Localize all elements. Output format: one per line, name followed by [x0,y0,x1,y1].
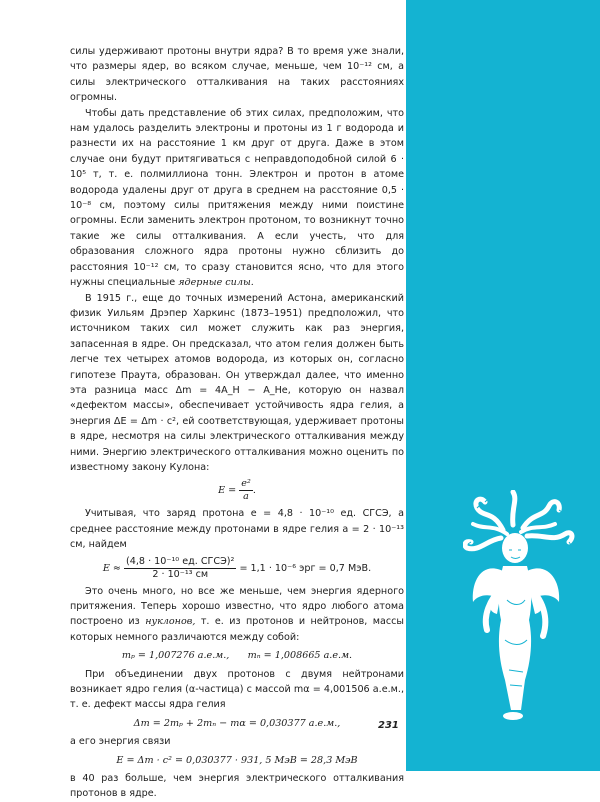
emphasis: нуклонов, [145,616,196,628]
emphasis: ядерные силы. [178,277,254,289]
paragraph: В 1915 г., еще до точных измерений Астона, американский физик Уильям Дрэпер Харкинс (1873–1951) предположил, что источником таких сил может служить как раз энергия, запасенная в ядре. Он предсказал, что атом гелия должен быть легче тех четырех атомов водорода, из которых он, согласно гипотезе Праута, образован. Он утверждал далее, что именно эта разница масс Δm = 4A_H − A_He, которую он назвал «дефектом массы», обеспечивает устойчивость ядра гелия, а энергия ΔE = Δm · c², ей соответствующая, удерживает протоны в ядре, несмотря на силы электрического отталкивания между ними. Энергию электрического отталкивания можно оценить по известному закону Кулона: [70,292,404,473]
mass-defect-equation: Δm = 2mₚ + 2mₙ − mα = 0,030377 а.е.м., [133,717,341,729]
coulomb-equation: E = $\frac{\text{e²}}{a}$ . [218,478,256,503]
energy-equation: E ≈ $\frac{\text{(4,8 · 10⁻¹⁰ ед. СГСЭ)²}}{\text{2 · 10⁻¹³ см}}$ = 1,1 · 10⁻⁶ эрг = 0,7 МэВ. [102,555,372,580]
paragraph: Это очень много, но все же меньше, чем энергия ядерного притяжения. Теперь хорошо известно, что ядро любого атома построено из нуклонов, т. е. из протонов и нейтронов, массы которых немного различаются между собой: [70,585,404,643]
medusa-figure-icon [463,490,578,725]
paragraph: Учитывая, что заряд протона e = 4,8 · 10⁻¹⁰ ед. СГСЭ, а среднее расстояние между протонами в ядре гелия a = 2 · 10⁻¹³ см, найдем [70,508,404,551]
paragraph: силы удерживают протоны внутри ядра? В то время уже знали, что размеры ядер, во всяком случае, меньше, чем 10⁻¹² см, а силы электрического отталкивания на таких расстояниях огромны. [70,46,404,104]
binding-energy-equation: E = Δm · c² = 0,030377 · 931, 5 МэВ = 28,3 МэВ [116,754,358,766]
paragraph: а его энергия связи [70,736,171,748]
page-text [70,44,404,802]
paragraph: При объединении двух протонов с двумя нейтронами возникает ядро гелия (α-частица) с массой mα = 4,001506 а.е.м., т. е. дефект массы ядра гелия [70,668,404,711]
paragraph: Чтобы дать представление об этих силах, предположим, что нам удалось разделить электроны и протоны из 1 г водорода и разнести их на расстояние 1 км друг от друга. Даже в этом случае они будут притягиваться с неправдоподобной силой 6 · 10⁵ т, т. е. полмиллиона тонн. Электрон и протон в атоме водорода удалены друг от друга в среднем на расстояние 0,5 · 10⁻⁸ см, поэтому силы притяжения между ними поистине огромны. Если заменить электрон протоном, то возникнут точно такие же силы отталкивания. А если учесть, что для образования сложного ядра протоны нужно сблизить до расстояния 10⁻¹² см, то сразу становится ясно, что для этого нужны специальные ядерные силы. [70,107,404,289]
page-number: 231 [378,720,399,731]
masses-equation: mₚ = 1,007276 а.е.м., mₙ = 1,008665 а.е.м. [121,650,353,662]
paragraph: в 40 раз больше, чем энергия электрического отталкивания протонов в ядре. [70,773,404,800]
